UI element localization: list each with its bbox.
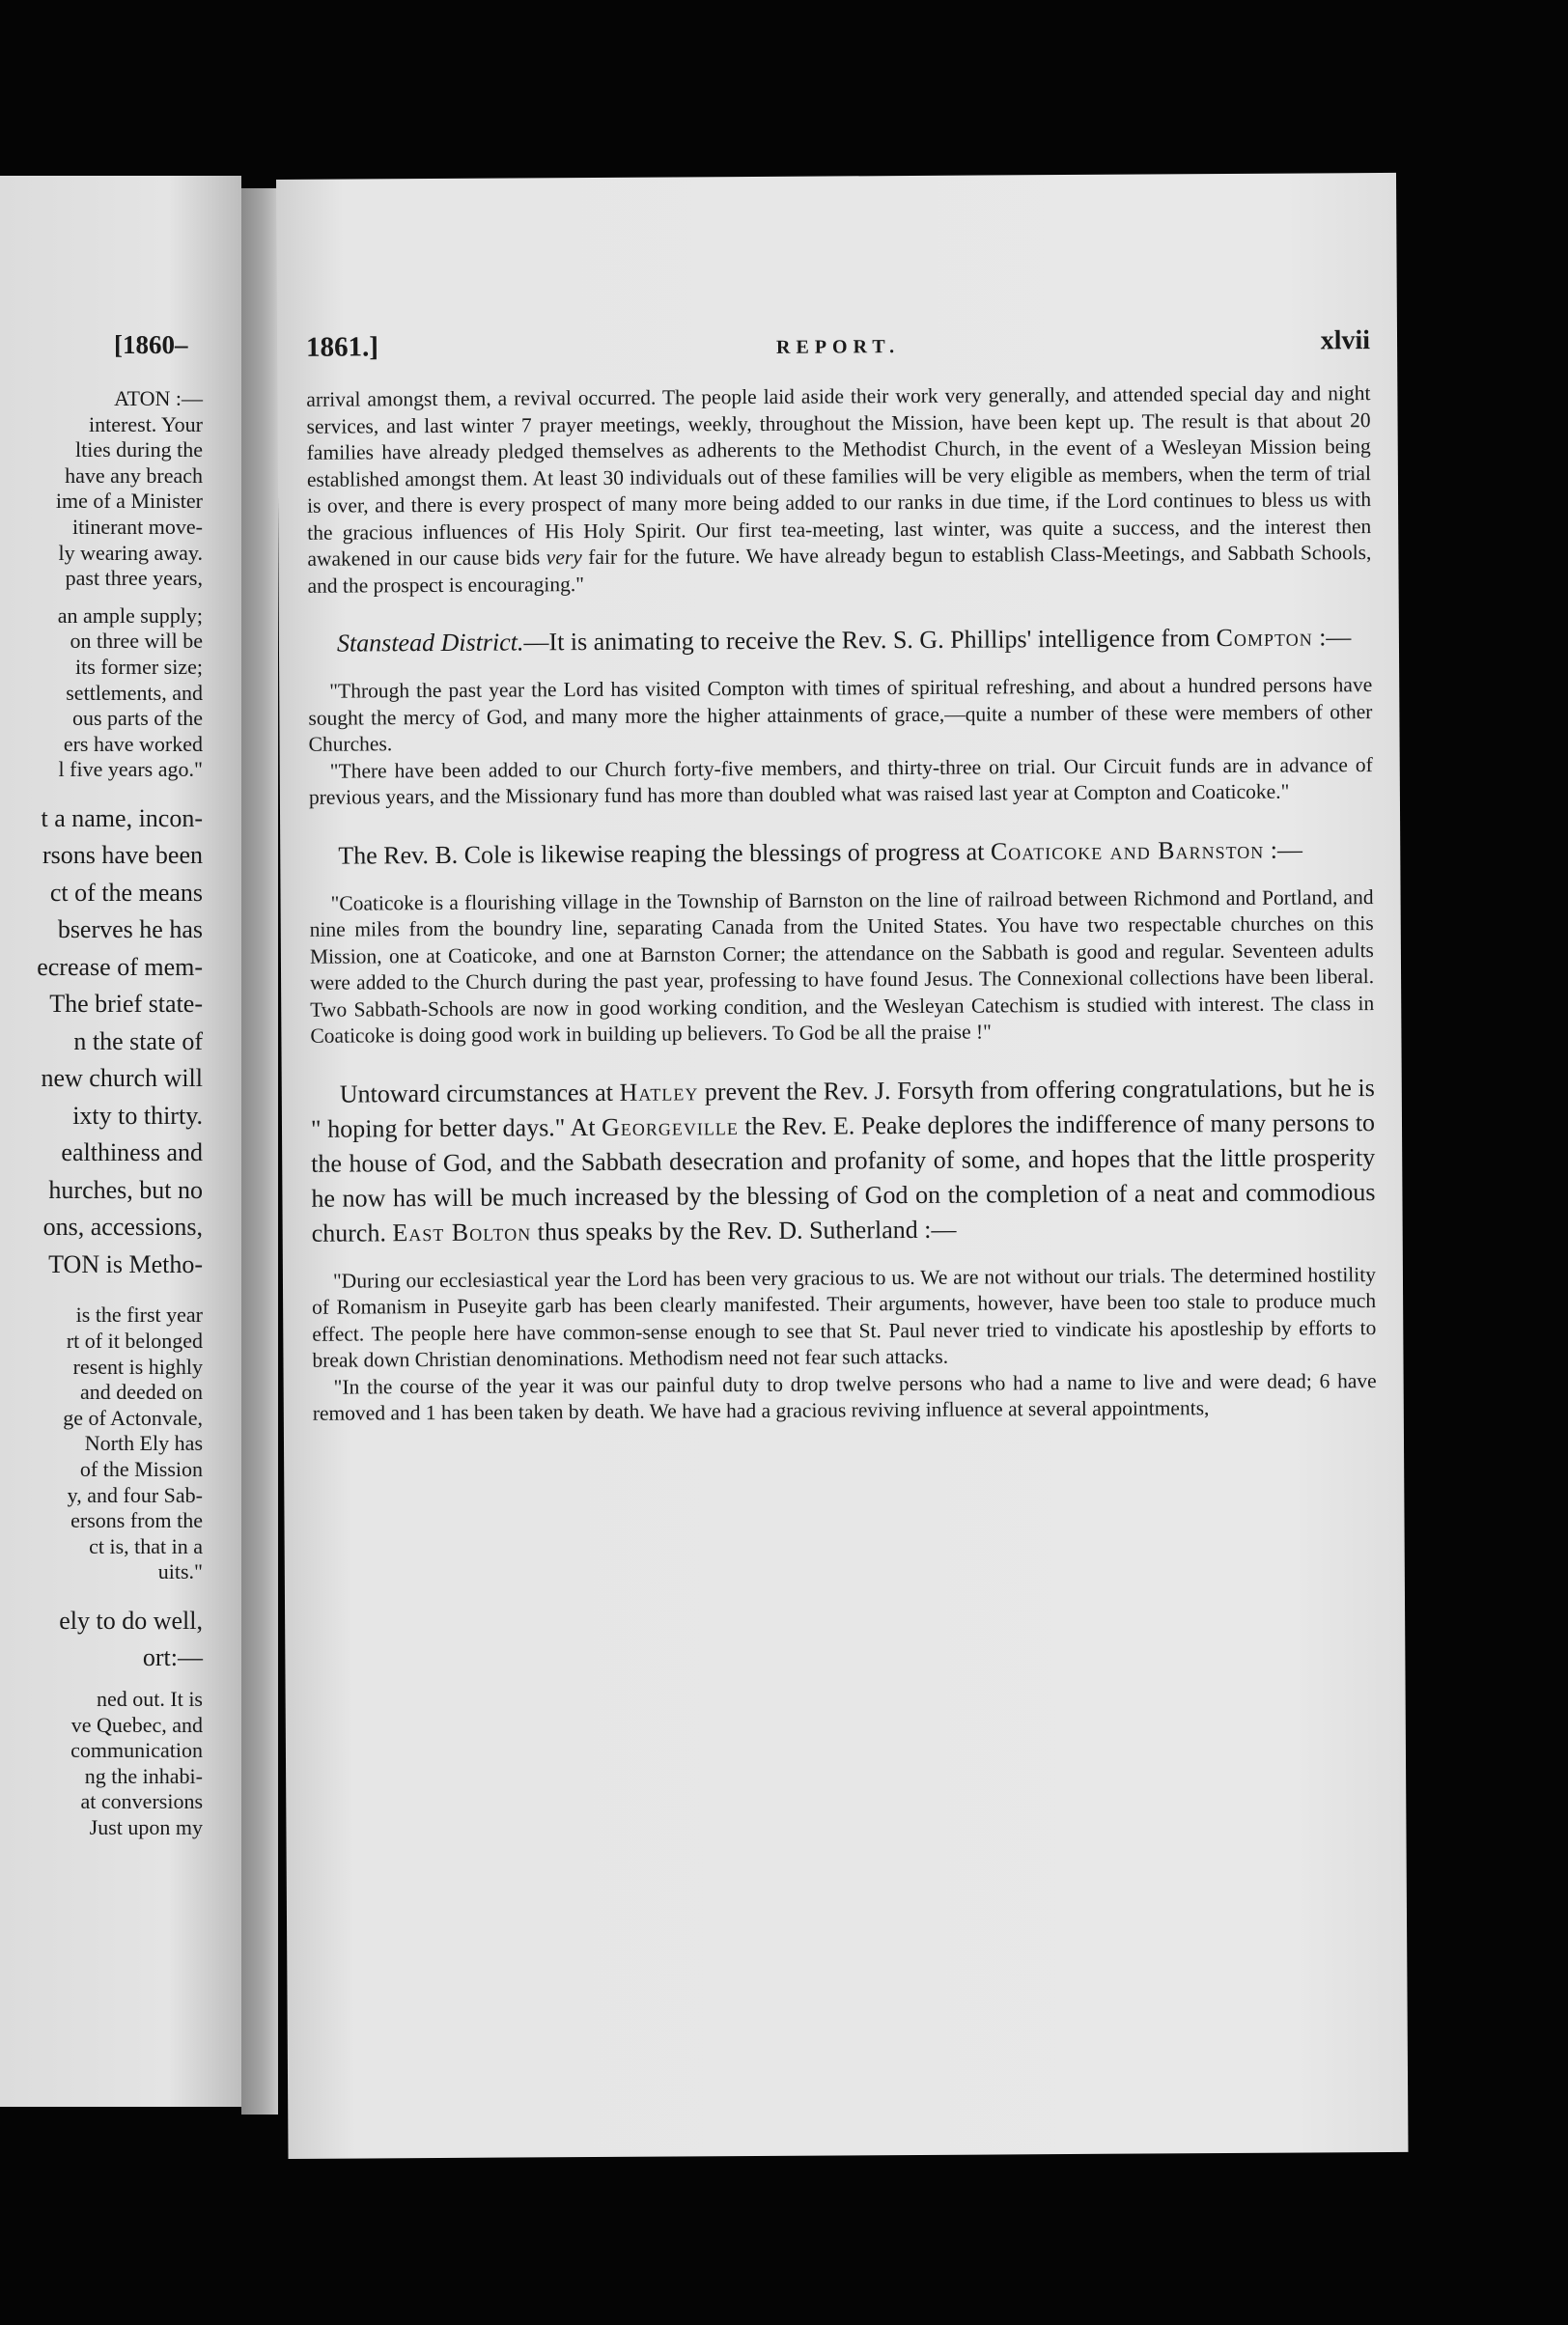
left-line: settlements, and xyxy=(66,680,203,705)
left-line: ecrease of mem- xyxy=(37,952,203,981)
left-line: ct of the means xyxy=(49,878,203,907)
left-line: have any breach xyxy=(65,462,203,488)
left-lines-group-5 xyxy=(0,1603,203,1677)
left-line: rt of it belonged xyxy=(66,1329,203,1353)
left-line: itinerant move- xyxy=(71,514,203,539)
left-line: rsons have been xyxy=(42,841,203,870)
left-line: ixty to thirty. xyxy=(72,1101,203,1130)
left-line: communication xyxy=(70,1738,203,1763)
left-line: ely to do well, xyxy=(59,1606,203,1635)
left-line: North Ely has xyxy=(84,1431,203,1456)
page-header xyxy=(306,325,1370,371)
quote-compton-1: "Through the past year the Lord has visited Compton with times of spiritual refreshing, and about a hundred persons have sought the mercy of God, and many more the higher attainments of grace,—quite a number of these were members of other Churches. xyxy=(308,673,1373,756)
left-line: an ample supply; xyxy=(57,602,203,628)
left-lines-group-3 xyxy=(0,800,203,1284)
left-line: bserves he has xyxy=(57,915,203,944)
left-line: ATON :— xyxy=(114,386,203,410)
left-line: y, and four Sab- xyxy=(67,1482,203,1507)
left-line: t a name, incon- xyxy=(41,803,203,832)
book-gutter xyxy=(241,188,278,2115)
left-line: The brief state- xyxy=(49,990,203,1019)
paragraph-hatley: Untoward circumstances at Hatley prevent the Rev. J. Forsyth from offering congratulations, but he is " hoping for better days." At Georgeville the Rev. E. Peake deplores the indifference of many persons to the house of God, and the Sabbath desecration and profanity of some, and hopes that the little prosperity he now has will be much increased by the blessing of God on the completion of a neat and commodious church. East Bolton thus speaks by the Rev. D. Sutherland :— xyxy=(310,1073,1376,1247)
left-line: ers have worked xyxy=(63,731,203,756)
left-line: past three years, xyxy=(65,566,203,591)
left-lines-group-1 xyxy=(0,386,203,592)
page-year: 1861.] xyxy=(305,331,379,363)
left-line: resent is highly xyxy=(72,1354,203,1379)
left-line: on three will be xyxy=(70,629,203,654)
quote-east-bolton-2: "In the course of the year it was our painful duty to drop twelve persons who had a name to live and were dead; 6 have removed and 1 has been taken by death. We have had a gracious reviving influence at several appointments, xyxy=(312,1368,1377,1425)
left-line: lties during the xyxy=(75,437,203,462)
left-line: ned out. It is xyxy=(97,1686,203,1711)
paragraph-revival: arrival amongst them, a revival occurred. The people laid aside their work very generally, and attended special day and night services, and last winter 7 prayer meetings, weekly, throughout the Mission, have been kept up. The result is that about 20 families have already pledged themselves as adherents to the Methodist Church, in the event of a Wesleyan Mission being established amongst them. At least 30 individuals out of these families will be very eligible as members, when the term of trial is over, and there is every prospect of many more being added to our ranks in due time, if the Lord continues to bless us with the gracious influences of His Holy Spirit. Our first tea-meeting, last winter, was quite a success, and the interest then awakened in our cause bids very fair for the future. We have already begun to establish Class-Meetings, and Sabbath Schools, and the prospect is encouraging." xyxy=(306,381,1372,598)
left-line: ge of Actonvale, xyxy=(63,1405,203,1430)
left-line: of the Mission xyxy=(79,1456,203,1481)
left-line: Just upon my xyxy=(89,1814,203,1839)
left-line: hurches, but no xyxy=(48,1175,203,1204)
left-line: l five years ago." xyxy=(58,757,203,782)
paragraph-coaticoke: The Rev. B. Cole is likewise reaping the blessings of progress at Coaticoke and Barnston :— xyxy=(338,835,1303,870)
left-line: ersons from the xyxy=(70,1508,203,1533)
left-line: interest. Your xyxy=(89,411,203,436)
left-line: ng the inhabi- xyxy=(84,1763,203,1788)
left-line: ous parts of the xyxy=(71,706,203,731)
left-line: n the state of xyxy=(73,1026,203,1055)
left-page xyxy=(0,176,241,2107)
left-lines-group-6 xyxy=(0,1687,203,1841)
left-line: ime of a Minister xyxy=(55,489,203,514)
left-line: at conversions xyxy=(80,1789,203,1814)
quote-coaticoke: "Coaticoke is a flourishing village in the Township of Barnston on the line of railroad between Richmond and Portland, and nine miles from the boundry line, separating Canada from the United States. You have two respectable churches on this Mission, one at Coaticoke, and one at Barnston Corner; the attendance on the Sabbath is good and regular. Seventeen adults were added to the Church during the past year, professing to have found Jesus. The Connexional collections have been liberal. Two Sabbath-Schools are now in good working condition, and the Wesleyan Catechism is studied with interest. The class in Coaticoke is doing good work in building up believers. To God be all the praise !" xyxy=(309,884,1375,1048)
left-line: uits." xyxy=(157,1559,203,1584)
left-line: ct is, that in a xyxy=(89,1533,203,1558)
left-line: ort:— xyxy=(142,1643,203,1672)
left-line: new church will xyxy=(41,1064,203,1093)
page-number: xlvii xyxy=(1320,325,1371,356)
quote-east-bolton-1: "During our ecclesiastical year the Lord has been very gracious to us. We are not without our trials. The determined hostility of Romanism in Puseyite garb has been clearly manifested. Their arguments, however, have been too stale to produce much effect. The people here have common-sense enough to see that St. Paul never tried to vindicate his apostleship by efforts to break down Christian denominations. Methodism need not fear such attacks. xyxy=(312,1262,1377,1372)
left-page-header: [1860– xyxy=(114,330,188,359)
quote-compton-2: "There have been added to our Church forty-five members, and thirty-three on trial. Our Circuit funds are in advance of previous years, and the Missionary fund has more than doubled what was raised last year at Compton and Coaticoke." xyxy=(308,752,1373,809)
running-title: REPORT. xyxy=(775,336,901,358)
left-line: TON is Metho- xyxy=(48,1249,203,1278)
paragraph-stanstead: Stanstead District.—It is animating to receive the Rev. S. G. Phillips' intelligence from Compton :— xyxy=(336,623,1352,658)
left-line: ealthiness and xyxy=(61,1138,203,1167)
left-line: ve Quebec, and xyxy=(70,1712,203,1737)
left-line: is the first year xyxy=(75,1303,203,1328)
left-line: ons, accessions, xyxy=(42,1213,203,1242)
left-page-text-column xyxy=(0,386,203,1841)
left-line: its former size; xyxy=(75,654,203,679)
right-page xyxy=(276,173,1409,2159)
left-lines-group-2 xyxy=(0,603,203,783)
left-lines-group-4 xyxy=(0,1303,203,1585)
left-line: ly wearing away. xyxy=(58,540,203,565)
left-line: and deeded on xyxy=(79,1380,203,1405)
page-body xyxy=(306,380,1377,1427)
